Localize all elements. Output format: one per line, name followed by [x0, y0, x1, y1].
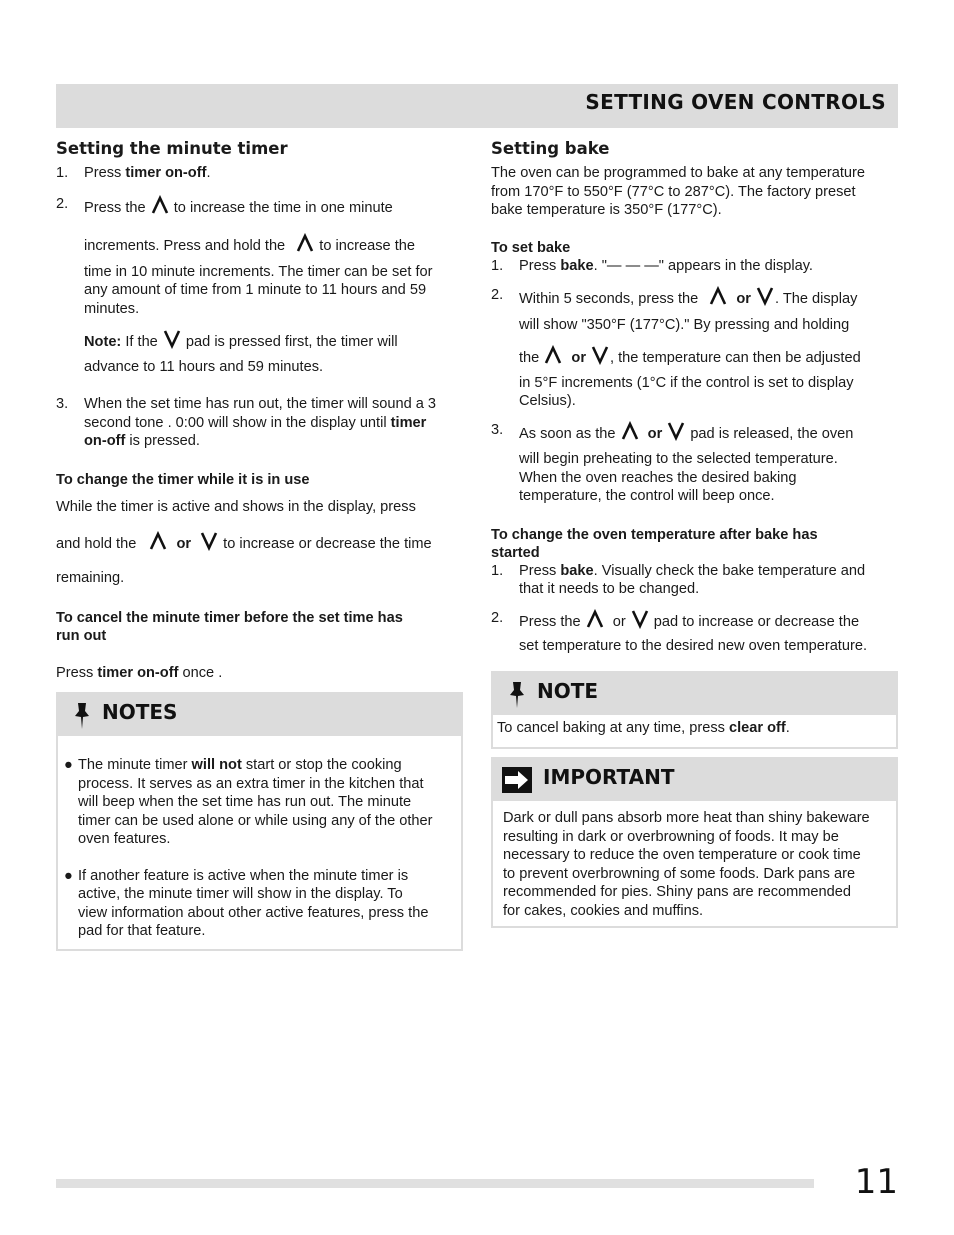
change-timer-heading: To change the timer while it is in use [56, 471, 310, 488]
down-arrow-icon [755, 286, 775, 306]
note-text: To cancel baking at any time, press clear off. [497, 720, 790, 736]
up-arrow-icon [150, 195, 170, 215]
bake-step-2: 2. Within 5 seconds, press the or . The display will show "350°F (177°C)." By pressing and holding the or , the temperature can then be adjusted in 5°F increments (1°C if the control is set to display Celsius). [491, 287, 861, 409]
up-arrow-icon [708, 286, 728, 306]
notes-label: NOTES [102, 700, 178, 724]
down-arrow-icon [590, 345, 610, 365]
note-label: NOTE [537, 679, 599, 703]
notes-bullet-1: ● The minute timer will not start or stop the cooking process. It serves as an extra timer in the kitchen that will beep when the set time has run out. The minute timer can be used alone or while using any of the other oven features. [64, 757, 433, 847]
setting-bake-heading: Setting bake [491, 139, 610, 158]
up-arrow-icon [295, 233, 315, 253]
down-arrow-icon [199, 531, 219, 551]
timer-step-2: 2. Press the to increase the time in one minute increments. Press and hold the to increase the time in 10 minute increments. The timer can be set for any amount of time from 1 minute to 11 hours and 59 minutes. Note: If the pad is pressed first, the timer will advance to 11 hours and 59 minutes. [56, 195, 433, 375]
note-header [493, 673, 896, 715]
minute-timer-section [56, 138, 466, 683]
down-arrow-icon [630, 609, 650, 629]
change-temp-step-1: 1. Press bake. Visually check the bake temperature and that it needs to be changed. [491, 562, 866, 597]
timer-step-3: 3. When the set time has run out, the timer will sound a 3 second tone . 0:00 will show in the display until timer on-off is pressed. [56, 396, 437, 449]
up-arrow-icon [620, 421, 640, 441]
footer-bar [56, 1179, 814, 1188]
section-header-bar [56, 84, 898, 128]
change-temp-heading: To change the oven temperature after bake has started [491, 526, 818, 561]
change-temp-step-2: 2. Press the or pad to increase or decrease the set temperature to the desired new oven temperature. [491, 609, 868, 654]
down-arrow-icon [162, 329, 182, 349]
notes-header [58, 694, 461, 736]
important-header [493, 759, 896, 801]
bake-intro: The oven can be programmed to bake at any temperature from 170°F to 550°F (77°C to 287°C). The factory preset bake temperature is 350°F (177°C). [491, 165, 865, 218]
down-arrow-icon [666, 421, 686, 441]
pushpin-icon [70, 701, 94, 731]
setting-bake-section [491, 138, 896, 656]
up-arrow-icon [585, 609, 605, 629]
bake-step-1: 1. Press bake. "— — —" appears in the display. [491, 257, 813, 274]
notes-bullet-2: ● If another feature is active when the minute timer is active, the minute timer will show in the display. To view information about other active features, press the pad for that feature. [64, 867, 429, 939]
pushpin-icon [505, 680, 529, 710]
minute-timer-heading: Setting the minute timer [56, 139, 288, 158]
bake-step-3: 3. As soon as the or pad is released, the oven will begin preheating to the selected temperature. When the oven reaches the desired baking temperature, the control will beep once. [491, 421, 854, 504]
timer-step-1: 1. Press timer on-off. [56, 165, 211, 181]
notes-box [56, 692, 463, 951]
right-arrow-icon [502, 767, 532, 793]
cancel-timer-heading: To cancel the minute timer before the set time has run out [56, 610, 403, 644]
up-arrow-icon [543, 345, 563, 365]
change-timer-line-1: While the timer is active and shows in the display, press [56, 498, 416, 515]
note-box [491, 671, 898, 749]
change-timer-line-3: remaining. [56, 569, 125, 586]
important-label: IMPORTANT [543, 765, 675, 789]
important-box [491, 757, 898, 928]
important-text: Dark or dull pans absorb more heat than shiny bakeware resulting in dark or overbrowning of foods. It may be necessary to reduce the oven temperature or cook time to prevent overbrowning of some foods. Dark pans are recommended for pies. Shiny pans are recommended for cakes, cookies and muffins. [503, 810, 870, 919]
change-timer-line-2: and hold the or to increase or decrease the time [56, 531, 466, 554]
page-number: 11 [854, 1162, 898, 1202]
up-arrow-icon [148, 531, 168, 551]
section-title: SETTING OVEN CONTROLS [585, 90, 886, 114]
set-bake-heading: To set bake [491, 239, 571, 256]
cancel-timer-text: Press timer on-off once . [56, 665, 223, 681]
